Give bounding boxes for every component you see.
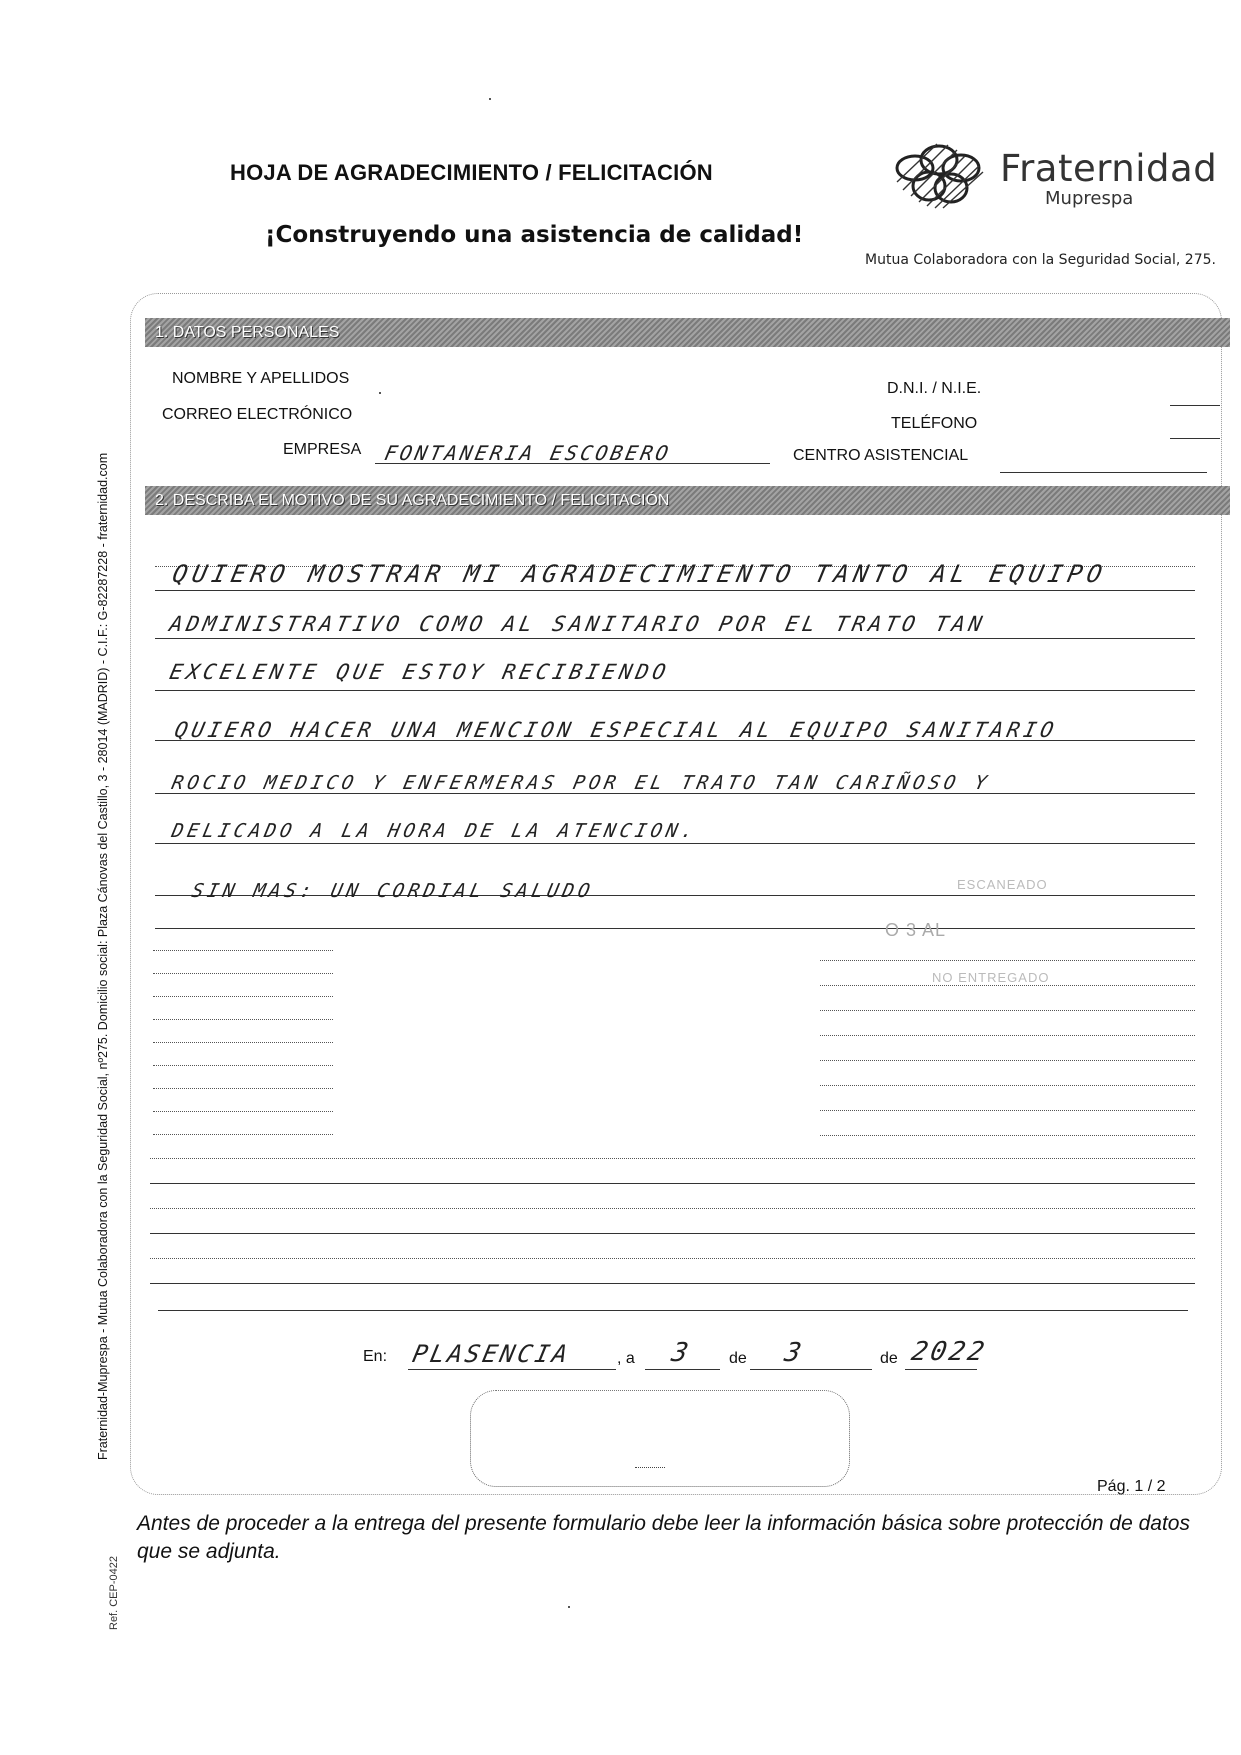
place-field[interactable] [408, 1369, 616, 1370]
message-line: SIN MAS: UN CORDIAL SALUDO [189, 880, 596, 902]
writing-line [820, 1110, 1195, 1111]
writing-line [153, 1042, 333, 1043]
company-label: EMPRESA [283, 441, 362, 458]
writing-line [153, 950, 333, 951]
writing-line [153, 1088, 333, 1089]
month-label: de [729, 1350, 747, 1367]
form-subtitle: ¡Construyendo una asistencia de calidad! [265, 222, 804, 248]
writing-line [150, 1233, 1195, 1234]
year-label: de [880, 1350, 898, 1367]
day-value: 3 [668, 1338, 694, 1368]
place-value: PLASENCIA [410, 1340, 574, 1368]
scan-speck [568, 1606, 570, 1608]
scan-stamp-line: ESCANEADO [957, 877, 1048, 892]
data-protection-notice: Antes de proceder a la entrega del presente formulario debe leer la información básica sobre protección de datos que se adjunta. [137, 1512, 1190, 1563]
signature-box[interactable] [470, 1390, 850, 1487]
scan-stamp-line: NO ENTREGADO [932, 970, 1050, 985]
writing-line [155, 590, 1195, 591]
writing-line [155, 928, 1195, 929]
writing-line [153, 1111, 333, 1112]
center-label: CENTRO ASISTENCIAL [793, 447, 969, 464]
legal-side-text: Fraternidad-Muprespa - Mutua Colaboradora con la Seguridad Social, nº275. Domicilio social: Plaza Cánovas del Castillo, 3 - 28014 (MADRID) - C.I.F.: G-82287228 - fraternidad.com [96, 452, 110, 1460]
message-line: DELICADO A LA HORA DE LA ATENCION. [169, 820, 700, 842]
month-field[interactable] [750, 1369, 872, 1370]
section-1-heading: 1. DATOS PERSONALES [145, 318, 1230, 347]
brand-subname: Muprespa [1045, 188, 1134, 209]
writing-line [155, 690, 1195, 691]
company-value: FONTANERIA ESCOBERO [382, 441, 674, 465]
message-line: ROCIO MEDICO Y ENFERMERAS POR EL TRATO TAN CARIÑOSO Y [169, 772, 993, 794]
form-title: HOJA DE AGRADECIMIENTO / FELICITACIÓN [230, 160, 713, 185]
page-number: Pág. 1 / 2 [1097, 1478, 1166, 1495]
writing-line [153, 1065, 333, 1066]
scan-speck [489, 98, 491, 100]
writing-line [820, 1010, 1195, 1011]
writing-line [150, 1208, 1195, 1209]
year-value: 2022 [908, 1337, 990, 1367]
year-field[interactable] [905, 1369, 977, 1370]
writing-line [820, 1135, 1195, 1136]
day-label: , a [617, 1350, 635, 1367]
writing-line [820, 1060, 1195, 1061]
dni-label: D.N.I. / N.I.E. [887, 380, 982, 397]
writing-line [153, 973, 333, 974]
writing-line [150, 1258, 1195, 1259]
writing-line [150, 1183, 1195, 1184]
writing-line [150, 1158, 1195, 1159]
writing-line [158, 1310, 1188, 1311]
writing-line [820, 960, 1195, 961]
email-label: CORREO ELECTRÓNICO [162, 406, 353, 423]
message-line: ADMINISTRATIVO COMO AL SANITARIO POR EL TRATO TAN [167, 612, 989, 636]
phone-field[interactable] [1170, 438, 1220, 439]
writing-line [150, 1283, 1195, 1284]
month-value: 3 [781, 1338, 807, 1368]
section-2-heading: 2. DESCRIBA EL MOTIVO DE SU AGRADECIMIENTO / FELICITACIÓN [145, 486, 1230, 515]
dni-field[interactable] [1170, 405, 1220, 406]
mutua-line: Mutua Colaboradora con la Seguridad Social, 275. [865, 252, 1216, 268]
signature-mark [635, 1467, 665, 1468]
message-line: QUIERO MOSTRAR MI AGRADECIMIENTO TANTO AL EQUIPO [170, 560, 1110, 588]
writing-line [153, 996, 333, 997]
fraternidad-logo-icon [893, 140, 993, 210]
scan-stamp-line: O 3 AL [885, 920, 947, 940]
writing-line [820, 1035, 1195, 1036]
reference-code: Ref. CEP-0422 [108, 1556, 120, 1630]
writing-line [155, 638, 1195, 639]
message-line: EXCELENTE QUE ESTOY RECIBIENDO [167, 660, 672, 684]
name-label: NOMBRE Y APELLIDOS [172, 370, 350, 387]
day-field[interactable] [645, 1369, 720, 1370]
writing-line [153, 1134, 333, 1135]
writing-line [153, 1019, 333, 1020]
center-field[interactable] [1000, 472, 1207, 473]
writing-line [820, 1085, 1195, 1086]
writing-line [155, 843, 1195, 844]
place-label: En: [363, 1348, 388, 1365]
message-line: QUIERO HACER UNA MENCION ESPECIAL AL EQUIPO SANITARIO [172, 718, 1060, 742]
scan-speck [379, 392, 381, 394]
writing-line [820, 985, 1195, 986]
brand-name: Fraternidad [1000, 147, 1218, 190]
phone-label: TELÉFONO [891, 415, 978, 432]
